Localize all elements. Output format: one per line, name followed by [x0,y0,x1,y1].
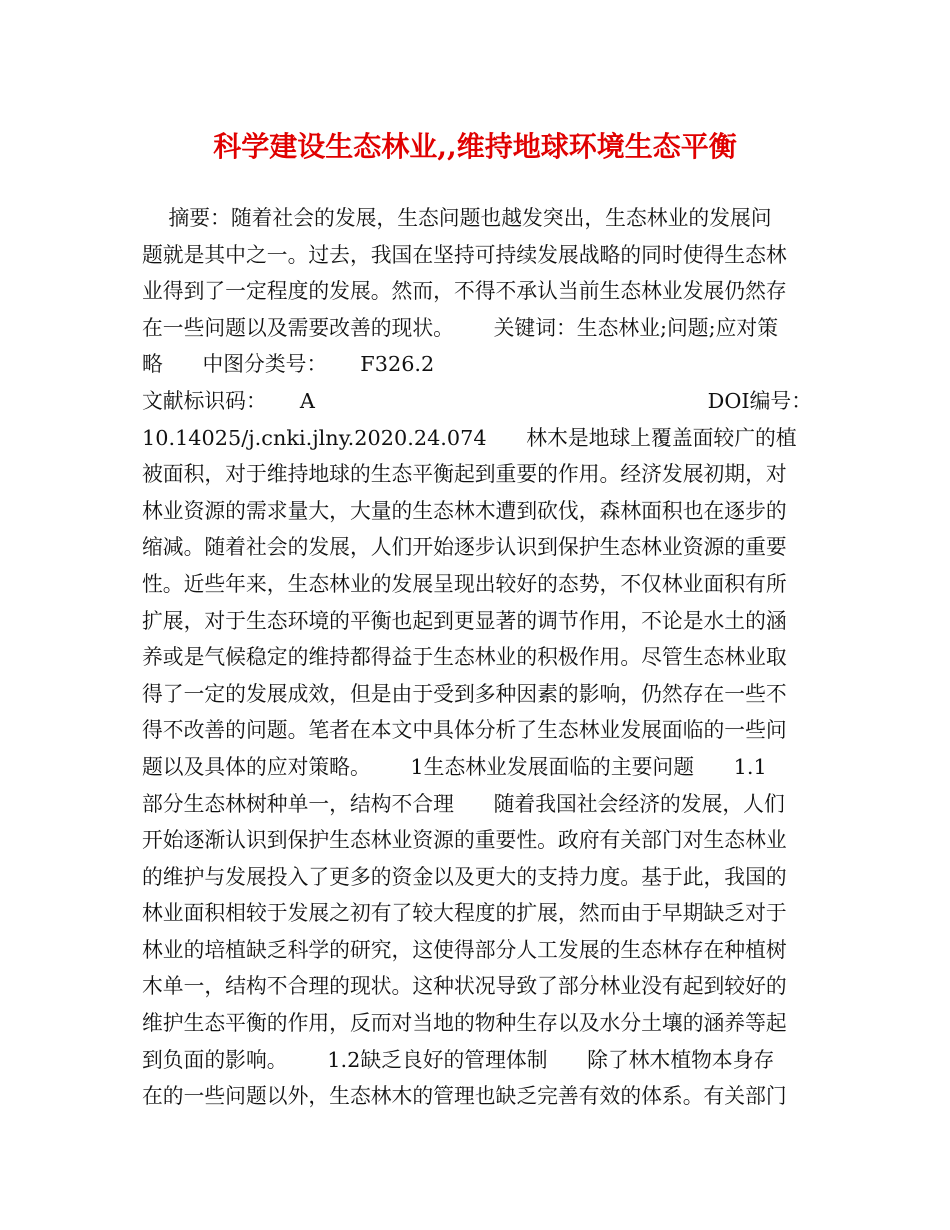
body-line: 10.14025/j.cnki.jlny.2020.24.074 林木是地球上覆盖面较广的植 [142,425,797,450]
body-line: 的维护与发展投入了更多的资金以及更大的支持力度。基于此，我国的 [142,864,787,889]
body-line: 维护生态平衡的作用，反而对当地的物种生存以及水分土壤的涵养等起 [142,1011,787,1036]
body-line: 性。近些年来，生态林业的发展呈现出较好的态势，不仅林业面积有所 [142,571,787,596]
body-line: 林业资源的需求量大，大量的生态林木遭到砍伐，森林面积也在逐步的 [142,498,787,523]
body-line: 扩展，对于生态环境的平衡也起到更显著的调节作用，不论是水土的涵 [142,608,787,633]
body-line: 被面积，对于维持地球的生态平衡起到重要的作用。经济发展初期，对 [142,462,787,487]
body-line: 在的一些问题以外，生态林木的管理也缺乏完善有效的体系。有关部门 [142,1084,787,1109]
body-line: 部分生态林树种单一，结构不合理 随着我国社会经济的发展，人们 [142,791,785,816]
document-body [142,200,812,1115]
body-line: 林业面积相较于发展之初有了较大程度的扩展，然而由于早期缺乏对于 [142,901,787,926]
body-line: 摘要：随着社会的发展，生态问题也越发突出，生态林业的发展问 [142,206,772,230]
body-line: 缩减。随着社会的发展，人们开始逐步认识到保护生态林业资源的重要 [142,535,787,560]
body-line: 得了一定的发展成效，但是由于受到多种因素的影响，仍然存在一些不 [142,681,787,706]
body-line: 业得到了一定程度的发展。然而，不得不承认当前生态林业发展仍然存 [142,279,787,304]
body-line: 到负面的影响。 1.2缺乏良好的管理体制 除了林木植物本身存 [142,1047,775,1072]
body-line: 略 中图分类号： F326.2 [142,352,435,377]
literature-code: 文献标识码： A [142,388,315,413]
body-line: 题以及具体的应对策略。 1生态林业发展面临的主要问题 1.1 [142,754,767,779]
body-line: 开始逐渐认识到保护生态林业资源的重要性。政府有关部门对生态林业 [142,828,787,853]
body-line: 得不改善的问题。笔者在本文中具体分析了生态林业发展面临的一些问 [142,718,787,743]
body-line: 在一些问题以及需要改善的现状。 关键词：生态林业;问题;应对策 [142,315,778,340]
doi-label: DOI编号： [707,388,812,413]
body-line: 木单一，结构不合理的现状。这种状况导致了部分林业没有起到较好的 [142,974,787,999]
body-line: 林业的培植缺乏科学的研究，这使得部分人工发展的生态林存在种植树 [142,937,787,962]
body-line: 题就是其中之一。过去，我国在坚持可持续发展战略的同时使得生态林 [142,242,787,267]
doc-id-line [142,383,812,420]
body-line: 养或是气候稳定的维持都得益于生态林业的积极作用。尽管生态林业取 [142,645,787,670]
document-title: 科学建设生态林业,,维持地球环境生态平衡 [213,130,737,163]
